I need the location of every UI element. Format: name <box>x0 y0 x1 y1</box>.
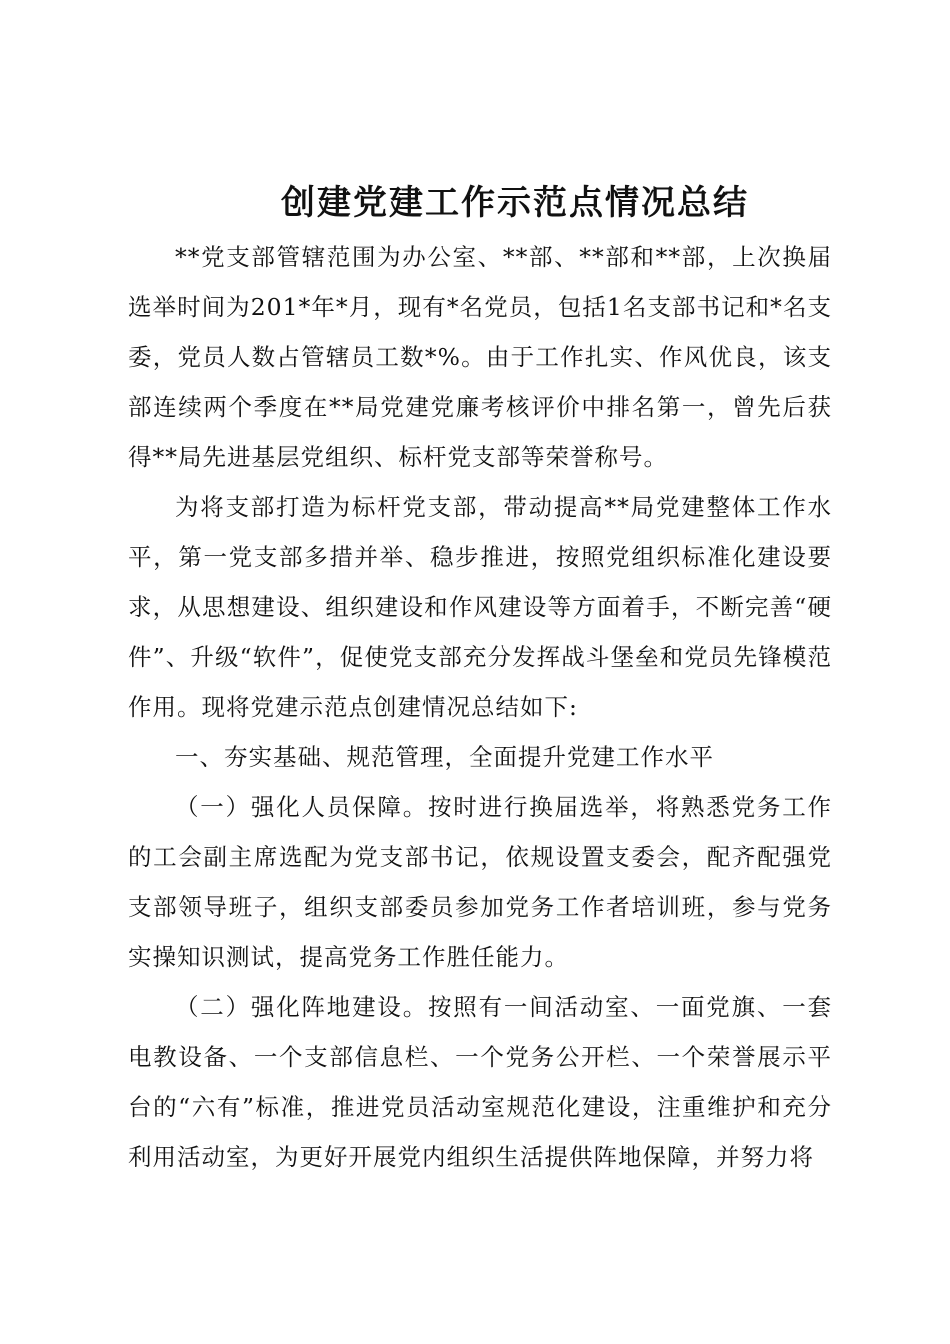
paragraph-personnel-guarantee: （一）强化人员保障。按时进行换届选举，将熟悉党务工作的工会副主席选配为党支部书记，依规设置支委会，配齐配强党支部领导班子，组织支部委员参加党务工作者培训班，参与党务实操知识测试，提高党务工作胜任能力。 <box>128 793 832 971</box>
paragraph-introduction: 为将支部打造为标杆党支部，带动提高**局党建整体工作水平，第一党支部多措并举、稳步推进，按照党组织标准化建设要求，从思想建设、组织建设和作风建设等方面着手，不断完善“硬件”、升级“软件”，促使党支部充分发挥战斗堡垒和党员先锋模范作用。现将党建示范点创建情况总结如下: <box>128 493 832 721</box>
section-heading-1: 一、夯实基础、规范管理，全面提升党建工作水平 <box>175 743 714 771</box>
paragraph-branch-overview: **党支部管辖范围为办公室、**部、**部和**部，上次换届选举时间为201*年*月，现有*名党员，包括1名支部书记和*名支委，党员人数占管辖员工数*%。由于工作扎实、作风优良，该支部连续两个季度在**局党建党廉考核评价中排名第一，曾先后获得**局先进基层党组织、标杆党支部等荣誉称号。 <box>128 243 832 471</box>
document-title: 创建党建工作示范点情况总结 <box>281 183 749 223</box>
paragraph-position-building: （二）强化阵地建设。按照有一间活动室、一面党旗、一套电教设备、一个支部信息栏、一个党务公开栏、一个荣誉展示平台的“六有”标准，推进党员活动室规范化建设，注重维护和充分利用活动室，为更好开展党内组织生活提供阵地保障，并努力将 <box>128 993 832 1171</box>
document-body <box>128 232 832 1182</box>
